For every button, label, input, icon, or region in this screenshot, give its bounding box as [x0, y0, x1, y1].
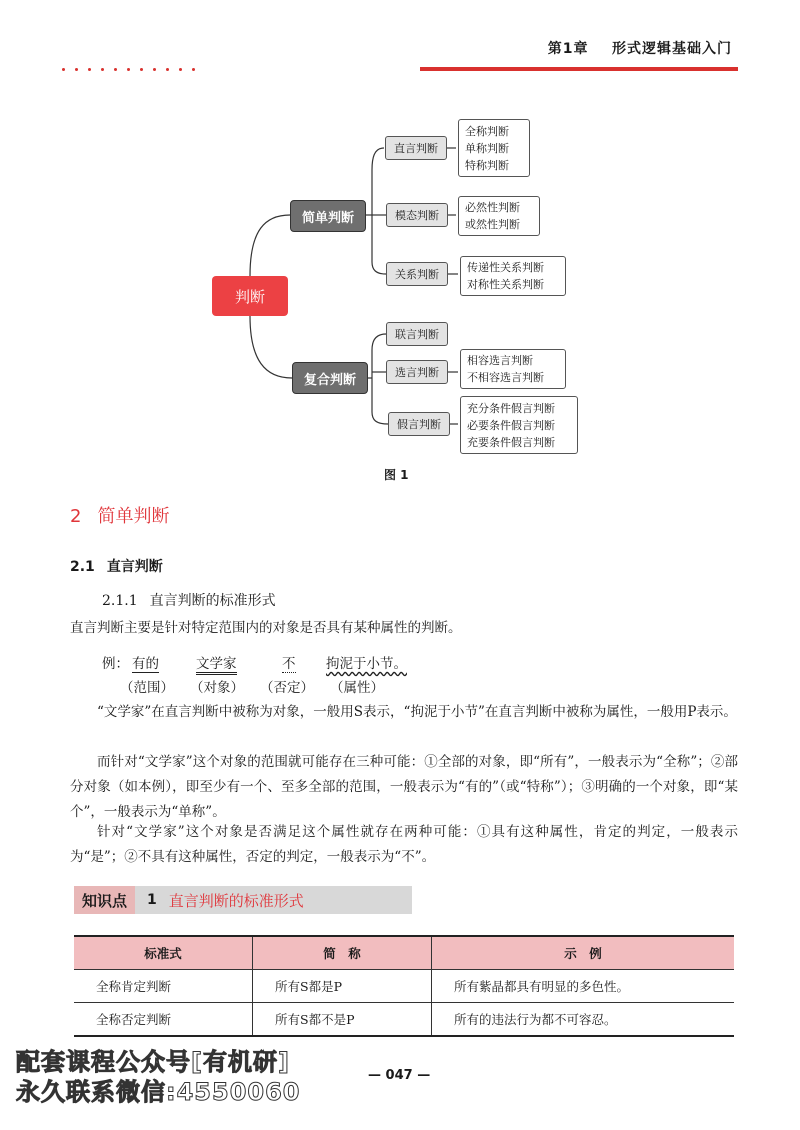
subsubsection-number: 2.1.1: [102, 593, 138, 609]
example-role-negation: （否定）: [260, 680, 314, 696]
example-role-range: （范围）: [120, 680, 174, 696]
knowledge-point-label: 知识点: [74, 886, 135, 914]
leaf-item: 必要条件假言判断: [467, 418, 555, 432]
body-paragraph: 针对“文学家”这个对象是否满足这个属性就存在两种可能：①具有这种属性，肯定的判定，一般表示为“是”；②不具有这种属性，否定的判定，一般表示为“不”。: [70, 824, 738, 865]
subsubsection-heading: [102, 590, 276, 610]
table-row: [74, 970, 734, 1003]
example-word-negation: 不: [282, 652, 296, 673]
table-cell: 所有紫晶都具有明显的多色性。: [432, 970, 735, 1003]
example-role-attribute: （属性）: [330, 680, 384, 696]
figure-caption: 图 1: [384, 468, 409, 482]
table-cell: 全称肯定判断: [74, 970, 253, 1003]
table-cell: 所有S都是P: [253, 970, 432, 1003]
example-role-object: （对象）: [190, 680, 244, 696]
leaf-item: 特称判断: [465, 158, 509, 172]
section-number: 2: [70, 506, 82, 527]
leaf-item: 或然性判断: [465, 218, 520, 231]
example-word-attribute: 拘泥于小节。: [326, 656, 407, 672]
table-cell: 所有S都不是P: [253, 1003, 432, 1037]
subsection-title: 直言判断: [106, 559, 163, 575]
example-word-range: 有的: [132, 652, 159, 673]
mindmap-connectors: [0, 0, 800, 480]
node-relational: 关系判断: [386, 262, 448, 286]
node-modal: 模态判断: [386, 203, 448, 227]
intro-paragraph: 直言判断主要是针对特定范围内的对象是否具有某种属性的判断。: [70, 620, 462, 636]
example-word-object: 文学家: [196, 652, 237, 675]
leaf-group-categorical: [458, 119, 530, 177]
knowledge-point-banner: [74, 886, 412, 914]
watermark-line: 永久联系微信:4550060: [16, 1078, 301, 1106]
leaf-item: 单称判断: [465, 141, 509, 155]
mindmap-root: 判断: [212, 276, 288, 316]
subsubsection-title: 直言判断的标准形式: [149, 593, 276, 609]
page-number: — 047 —: [368, 1068, 431, 1083]
leaf-item: 充分条件假言判断: [467, 401, 555, 415]
standard-form-table: [74, 935, 734, 1037]
leaf-group-modal: [458, 196, 540, 236]
watermark-line: 配套课程公众号[有机研]: [16, 1048, 290, 1076]
knowledge-point-number: 1: [147, 892, 157, 908]
leaf-item: 全称判断: [465, 124, 509, 138]
body-paragraph: “文学家”在直言判断中被称为对象，一般用S表示，“拘泥于小节”在直言判断中被称为属性，一般用P表示。: [97, 704, 737, 720]
leaf-item: 相容选言判断: [467, 354, 533, 367]
subsection-number: 2.1: [70, 559, 95, 575]
leaf-group-hypothetical: [460, 396, 578, 454]
leaf-group-disjunctive: [460, 349, 566, 389]
table-cell: 所有的违法行为都不可容忍。: [432, 1003, 735, 1037]
table-header-row: [74, 936, 734, 970]
node-hypothetical: 假言判断: [388, 412, 450, 436]
table-cell: 全称否定判断: [74, 1003, 253, 1037]
chapter-title: 形式逻辑基础入门: [612, 41, 732, 57]
leaf-item: 必然性判断: [465, 201, 520, 214]
node-categorical: 直言判断: [385, 136, 447, 160]
leaf-item: 传递性关系判断: [467, 261, 544, 274]
leaf-item: 充要条件假言判断: [467, 435, 555, 449]
example-prefix: 例：: [102, 656, 129, 672]
column-header: 示 例: [432, 936, 735, 970]
knowledge-point-title: 直言判断的标准形式: [168, 891, 304, 910]
chapter-number: 第1章: [547, 41, 589, 57]
section-title: 简单判断: [97, 506, 170, 527]
node-simple-judgment: 简单判断: [290, 200, 366, 232]
body-paragraph: 而针对“文学家”这个对象的范围就可能存在三种可能：①全部的对象，即“所有”，一般表示为“全称”；②部分对象（如本例），即至少有一个、至多全部的范围，一般表示为“有的”（或“特称”）；③明确的一个对象，即“某个”，一般表示为“单称”。: [70, 754, 738, 820]
leaf-group-relational: [460, 256, 566, 296]
column-header: 标准式: [74, 936, 253, 970]
node-conjunctive: 联言判断: [386, 322, 448, 346]
leaf-item: 对称性关系判断: [467, 278, 544, 291]
node-compound-judgment: 复合判断: [292, 362, 368, 394]
subsection-heading: [70, 556, 163, 576]
node-disjunctive: 选言判断: [386, 360, 448, 384]
leaf-item: 不相容选言判断: [467, 371, 544, 384]
table-row: [74, 1003, 734, 1037]
section-heading: [70, 502, 169, 528]
column-header: 简 称: [253, 936, 432, 970]
